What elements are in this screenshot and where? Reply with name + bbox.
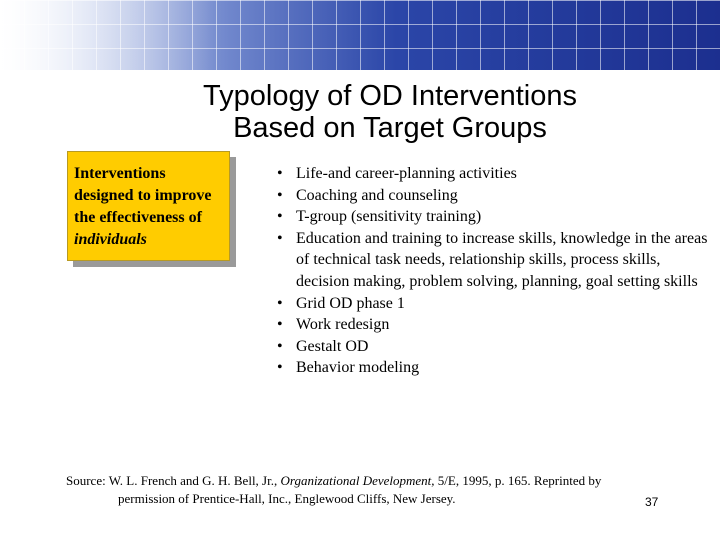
list-item-text: Life-and career-planning activities: [296, 165, 517, 182]
list-item: [277, 357, 717, 379]
target-box-line-4: individuals: [74, 231, 147, 248]
list-item: [277, 163, 717, 185]
bullet-dot: •: [277, 186, 283, 204]
source-line-2: permission of Prentice-Hall, Inc., Englewood Cliffs, New Jersey.: [118, 491, 456, 506]
list-item: [277, 228, 717, 293]
intervention-list: [277, 163, 717, 379]
source-suffix: 5/E, 1995, p. 165. Reprinted by: [434, 473, 602, 488]
bullet-dot: •: [277, 337, 283, 355]
list-item: [277, 185, 717, 207]
source-prefix: Source: W. L. French and G. H. Bell, Jr.,: [66, 473, 281, 488]
list-item-text: Gestalt OD: [296, 337, 369, 355]
list-item-text: Grid OD phase 1: [296, 294, 405, 312]
target-box-line-3: the effectiveness of: [74, 209, 202, 226]
list-item: [277, 206, 717, 228]
source-line-1: [66, 472, 686, 490]
list-item-text: T-group (sensitivity training): [296, 208, 482, 226]
slide-title: [150, 80, 630, 144]
header-grid-banner: [0, 0, 720, 70]
list-item-text: Behavior modeling: [296, 359, 420, 377]
bullet-dot: •: [277, 165, 283, 182]
target-group-box: [67, 151, 230, 261]
list-item: [277, 314, 717, 336]
bullet-dot: •: [277, 229, 283, 247]
target-box-line-2: designed to improve: [74, 187, 212, 204]
bullet-dot: •: [277, 316, 283, 334]
title-line-2: Based on Target Groups: [233, 112, 547, 144]
target-box-line-1: Interventions: [74, 165, 166, 182]
page-number: 37: [645, 495, 659, 509]
list-item-text: Work redesign: [296, 316, 390, 334]
list-item: [277, 336, 717, 358]
title-line-1: Typology of OD Interventions: [203, 80, 577, 112]
list-item-text: Education and training to increase skills, knowledge in the areas of technical task needs, relationship skills, process skills, decision making, problem solving, planning, goal setting skills: [296, 229, 708, 290]
bullet-dot: •: [277, 294, 283, 312]
list-item: [277, 293, 717, 315]
source-citation: [66, 472, 686, 508]
bullet-dot: •: [277, 208, 283, 226]
banner-fade: [0, 0, 720, 70]
bullet-dot: •: [277, 359, 283, 377]
source-book-title: Organizational Development,: [280, 473, 435, 488]
list-item-text: Coaching and counseling: [296, 186, 458, 204]
